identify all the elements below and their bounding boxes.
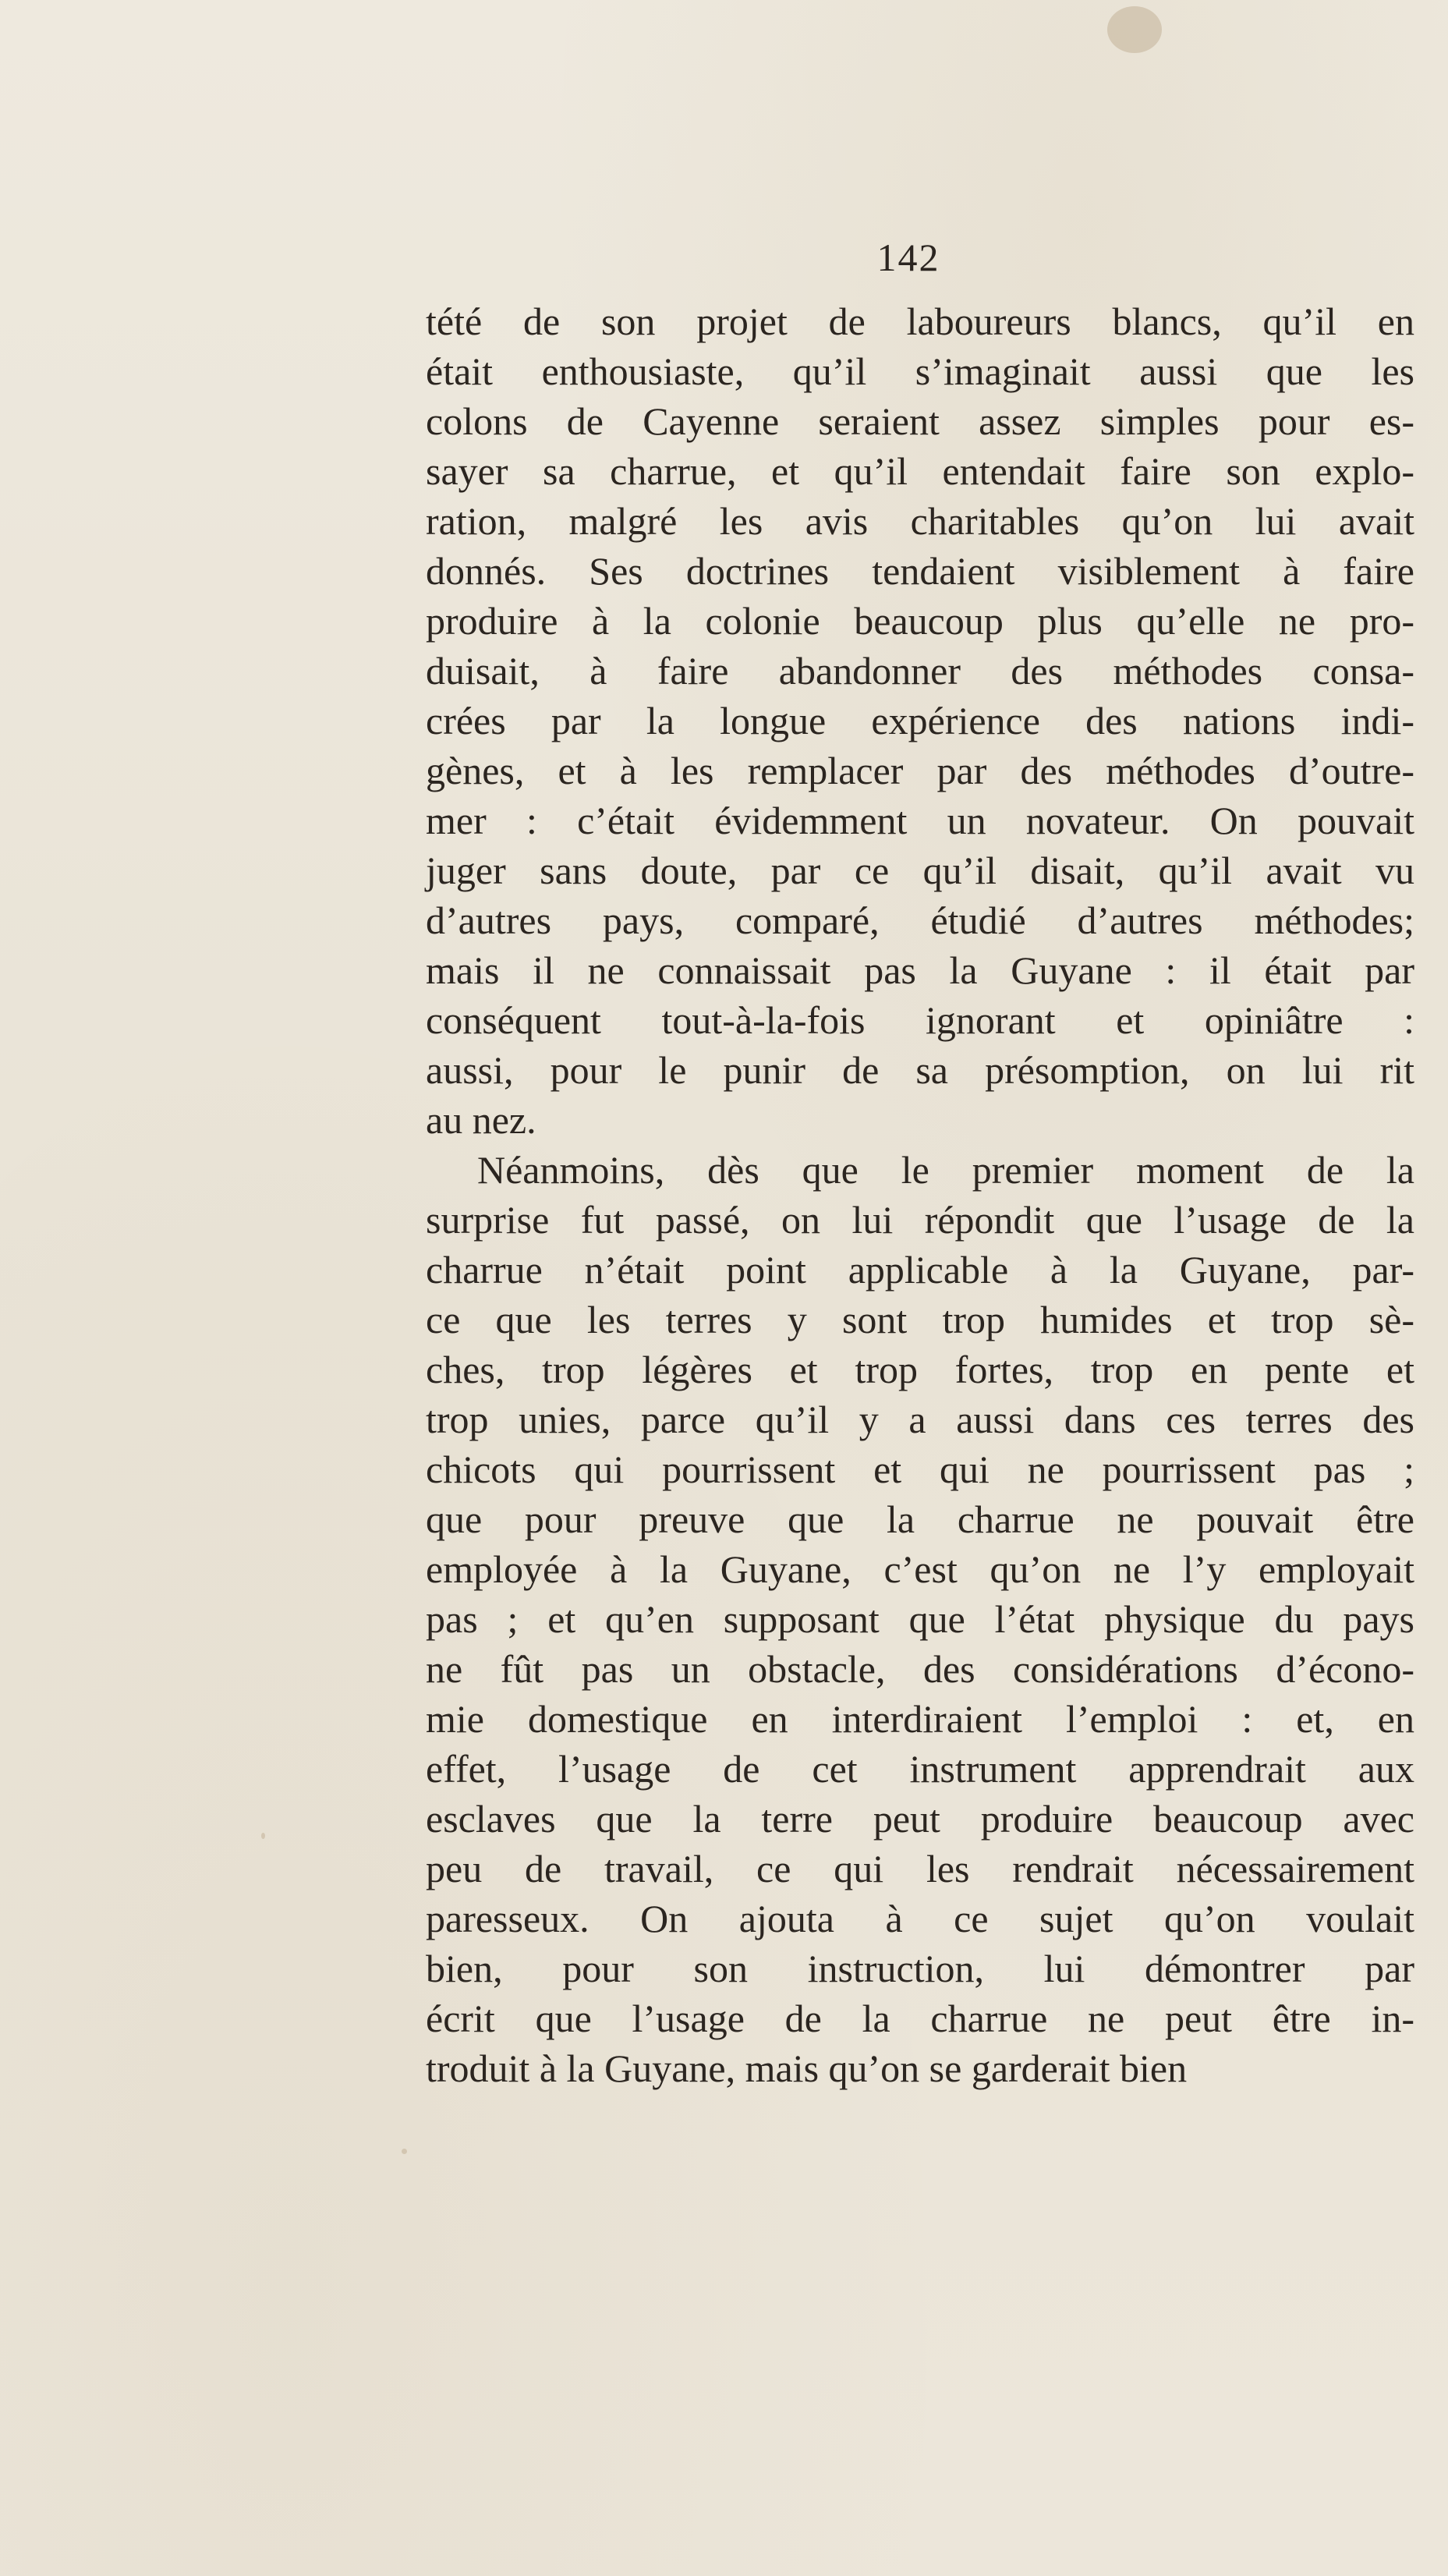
text-line: tété de son projet de laboureurs blancs, qu’il en — [426, 299, 1414, 343]
text-line: juger sans doute, par ce qu’il disait, qu’il avait vu — [426, 849, 1414, 892]
text-line: duisait, à faire abandonner des méthodes consa- — [426, 649, 1414, 693]
text-line: effet, l’usage de cet instrument apprendrait aux — [426, 1747, 1414, 1791]
text-line: Néanmoins, dès que le premier moment de la — [477, 1148, 1414, 1192]
text-line: ches, trop légères et trop fortes, trop en pente et — [426, 1348, 1414, 1391]
paper-speck — [261, 1833, 265, 1839]
text-line: gènes, et à les remplacer par des méthodes d’outre- — [426, 749, 1414, 792]
text-line: trop unies, parce qu’il y a aussi dans ces terres des — [426, 1398, 1414, 1441]
text-line: employée à la Guyane, c’est qu’on ne l’y employait — [426, 1547, 1414, 1591]
text-line: ne fût pas un obstacle, des considérations d’écono- — [426, 1647, 1414, 1691]
text-line: crées par la longue expérience des nations indi- — [426, 699, 1414, 742]
text-line: peu de travail, ce qui les rendrait nécessairement — [426, 1847, 1414, 1890]
text-line: bien, pour son instruction, lui démontrer par — [426, 1947, 1414, 1990]
text-line: conséquent tout-à-la-fois ignorant et opiniâtre : — [426, 998, 1414, 1042]
text-line: donnés. Ses doctrines tendaient visiblement à faire — [426, 549, 1414, 593]
text-line: chicots qui pourrissent et qui ne pourrissent pas ; — [426, 1447, 1414, 1491]
text-line: colons de Cayenne seraient assez simples pour es- — [426, 399, 1414, 443]
text-line: pas ; et qu’en supposant que l’état physique du pays — [426, 1597, 1414, 1641]
paper-stain — [1107, 6, 1162, 53]
text-line: charrue n’était point applicable à la Guyane, par- — [426, 1248, 1414, 1292]
text-line: mais il ne connaissait pas la Guyane : il était par — [426, 948, 1414, 992]
text-line: d’autres pays, comparé, étudié d’autres méthodes; — [426, 898, 1414, 942]
text-line: esclaves que la terre peut produire beaucoup avec — [426, 1797, 1414, 1841]
text-line: produire à la colonie beaucoup plus qu’elle ne pro- — [426, 599, 1414, 643]
text-line: sayer sa charrue, et qu’il entendait faire son explo- — [426, 449, 1414, 493]
text-line: mer : c’était évidemment un novateur. On pouvait — [426, 799, 1414, 842]
paper-speck — [402, 2149, 407, 2154]
text-line: troduit à la Guyane, mais qu’on se garderait bien — [426, 2046, 1188, 2090]
page-number: 142 — [876, 236, 940, 279]
text-line: que pour preuve que la charrue ne pouvait être — [426, 1497, 1414, 1541]
text-line: mie domestique en interdiraient l’emploi : et, en — [426, 1697, 1414, 1741]
text-line: surprise fut passé, on lui répondit que l’usage de la — [426, 1198, 1414, 1242]
text-line: écrit que l’usage de la charrue ne peut être in- — [426, 1997, 1414, 2040]
text-line: ration, malgré les avis charitables qu’on lui avait — [426, 499, 1414, 543]
text-line: ce que les terres y sont trop humides et trop sè- — [426, 1298, 1414, 1341]
text-line: paresseux. On ajouta à ce sujet qu’on voulait — [426, 1897, 1414, 1940]
body-text — [426, 296, 1414, 2093]
text-line: aussi, pour le punir de sa présomption, on lui rit — [426, 1048, 1414, 1092]
text-line: au nez. — [426, 1098, 536, 1142]
text-line: était enthousiaste, qu’il s’imaginait aussi que les — [426, 349, 1414, 393]
